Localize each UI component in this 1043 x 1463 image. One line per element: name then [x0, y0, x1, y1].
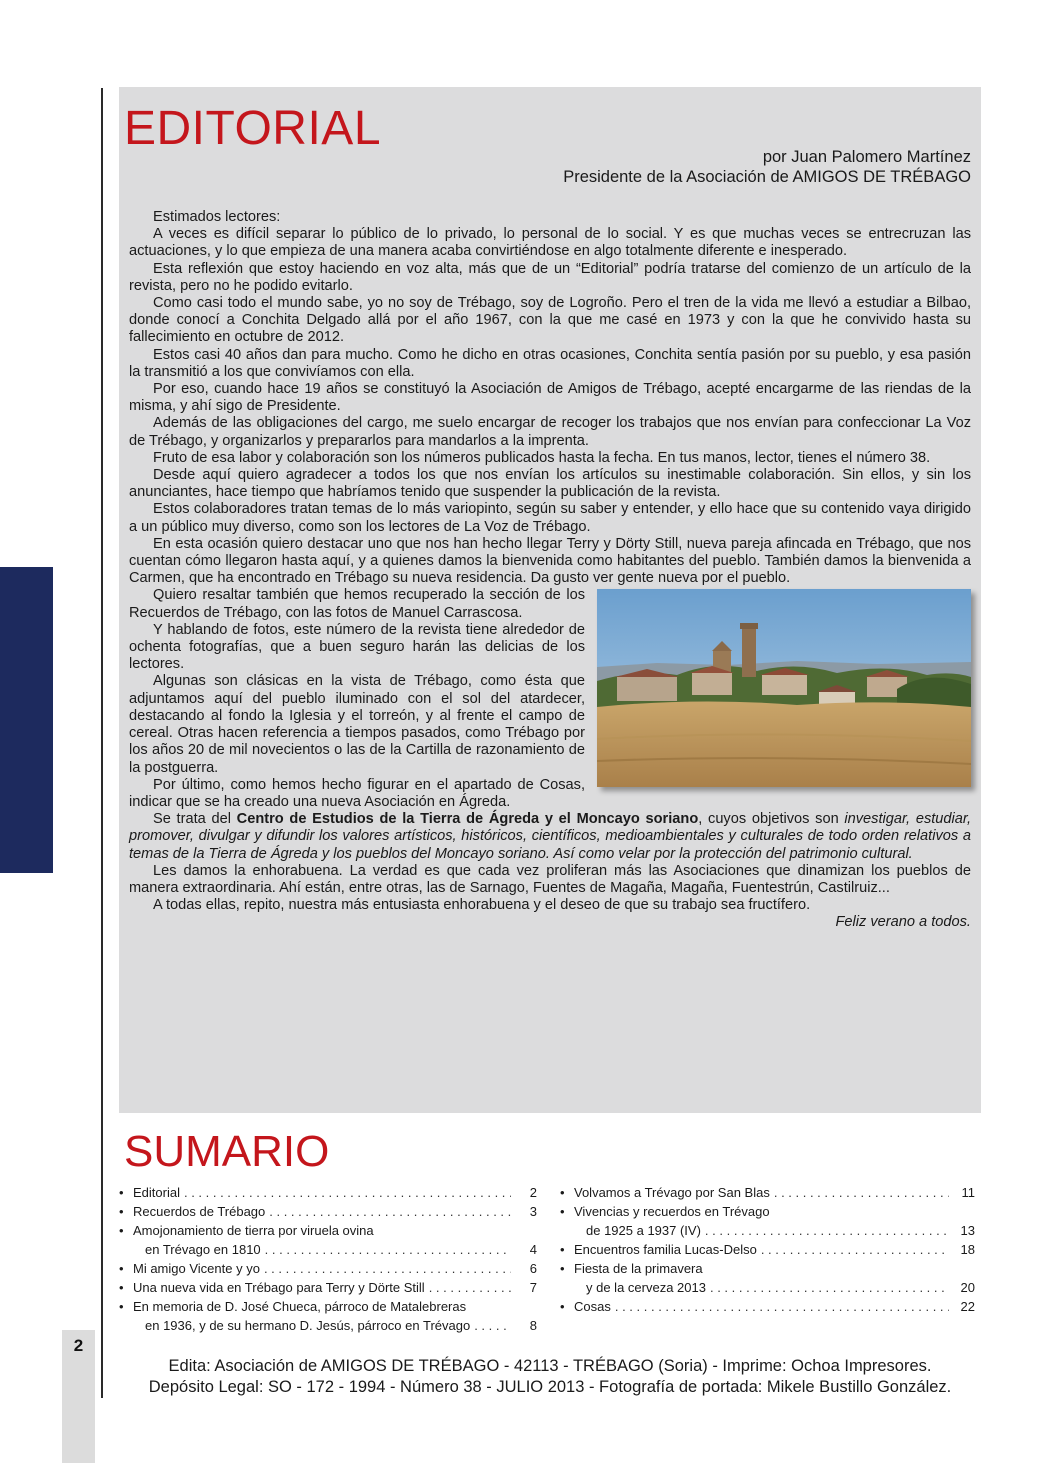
toc-item-title: Recuerdos de Trébago	[133, 1204, 266, 1219]
center-lead: Se trata del	[153, 811, 237, 828]
paragraph: Quiero resaltar también que hemos recuperado la sección de los Recuerdos de Trébago, con las fotos de Manuel Carrascosa.	[129, 587, 585, 621]
toc-item-title: Vivencias y recuerdos en Trévago	[574, 1204, 770, 1219]
toc-item-page: 2	[529, 1185, 537, 1200]
bullet: •	[560, 1185, 565, 1200]
leader-dots	[264, 1259, 511, 1278]
author: por Juan Palomero Martínez	[762, 148, 971, 166]
bullet: •	[560, 1299, 565, 1314]
leader-dots	[710, 1278, 949, 1297]
credits-line-2: Depósito Legal: SO - 172 - 1994 - Número 38 - JULIO 2013 - Fotografía de portada: Mikele Bustillo González.	[148, 1378, 952, 1396]
leader-dots	[184, 1183, 511, 1202]
paragraph: A todas ellas, repito, nuestra más entusiasta enhorabuena y el deseo de que su trabajo sea fructífero.	[153, 897, 811, 914]
center-name: Centro de Estudios de la Tierra de Ágreda y el Moncayo soriano	[236, 811, 699, 828]
toc-left-column	[119, 1183, 537, 1335]
signoff: Feliz verano a todos.	[835, 914, 971, 931]
toc-item-title: En memoria de D. José Chueca, párroco de Matalebreras	[133, 1299, 467, 1314]
center-paragraph	[129, 811, 971, 863]
toc-item-title: Fiesta de la primavera	[574, 1261, 703, 1276]
toc-item-page: 3	[529, 1204, 537, 1219]
toc-item-title: Editorial	[133, 1185, 180, 1200]
author-role: Presidente de la Asociación de AMIGOS DE TRÉBAGO	[563, 168, 971, 186]
toc-item-title: de 1925 a 1937 (IV)	[586, 1223, 701, 1238]
leader-dots	[269, 1202, 511, 1221]
editorial-body	[129, 209, 971, 932]
leader-dots	[615, 1297, 949, 1316]
leader-dots	[429, 1278, 511, 1297]
editorial-panel	[119, 87, 981, 1113]
publication-credits	[110, 1356, 990, 1398]
bullet: •	[119, 1261, 124, 1276]
toc-item[interactable]	[560, 1202, 975, 1221]
paragraph: Además de las obligaciones del cargo, me suelo encargar de recoger los trabajos que nos envían para confeccionar La Voz de Trébago, y organizarlos y prepararlos para mandarlos a la imprenta.	[129, 415, 971, 449]
paragraph: Desde aquí quiero agradecer a todos los que nos envían los artículos su inestimable colaboración. Sin ellos, y sin los anunciantes, hace tiempo que habríamos tenido que suspender la publicación de la revista.	[129, 467, 971, 501]
byline	[563, 147, 971, 187]
bullet: •	[560, 1204, 565, 1219]
bullet: •	[560, 1261, 565, 1276]
toc-item-continued[interactable]	[119, 1316, 537, 1335]
center-mid: , cuyos objetivos son	[698, 811, 845, 828]
salutation: Estimados lectores:	[153, 209, 281, 225]
paragraph: Fruto de esa labor y colaboración son los números publicados hasta la fecha. En tus manos, lector, tienes el número 38.	[153, 449, 931, 466]
paragraph: Esta reflexión que estoy haciendo en voz alta, más que de un “Editorial” podría tratarse del comienzo de un artículo de la revista, pero no he podido evitarlo.	[129, 260, 971, 294]
village-photo	[597, 589, 971, 787]
paragraph: En esta ocasión quiero destacar uno que nos han hecho llegar Terry y Dörty Still, nueva pareja afincada en Trébago, que nos cuentan cómo llegaron hasta aquí, y a quienes damos la bienvenida como habitantes del pueblo. También damos la bienvenida a Carmen, que ha encontrado en Trébago su nueva residencia. Da gusto ver gente nueva por el pueblo.	[129, 535, 971, 587]
toc-item-title: en 1936, y de su hermano D. Jesús, párroco en Trévago	[145, 1318, 471, 1333]
toc-item[interactable]	[119, 1278, 537, 1297]
toc-item[interactable]	[119, 1221, 537, 1240]
toc-item-title: Amojonamiento de tierra por viruela ovina	[133, 1223, 374, 1238]
toc-item-page: 11	[961, 1185, 975, 1200]
toc-item-title: Cosas	[574, 1299, 611, 1314]
paragraph: Les damos la enhorabuena. La verdad es que cada vez proliferan más las Asociaciones que dinamizan los pueblos de manera extraordinaria. Ahí están, entre otras, las de Sarnago, Fuentes de Magaña, Magaña, Fuentestrún, Castilruiz...	[129, 862, 971, 896]
paragraph: Y hablando de fotos, este número de la revista tiene alrededor de ochenta fotografías, que a buen seguro harán las delicias de los lectores.	[129, 621, 585, 673]
toc-item-page: 22	[960, 1299, 975, 1314]
toc-item-page: 8	[529, 1318, 537, 1333]
credits-line-1: Edita: Asociación de AMIGOS DE TRÉBAGO - 42113 - TRÉBAGO (Soria) - Imprime: Ochoa Impresores.	[168, 1357, 932, 1375]
paragraph: Algunas son clásicas en la vista de Trébago, como ésta que adjuntamos aquí del pueblo iluminado con el sol del atardecer, destacando al fondo la Iglesia y el torreón, y al frente el campo de cereal. Otras hacen referencia a tiempos pasados, como Trébago por los años 20 de mil novecientos o las de la Cartilla de razonamiento de la postguerra.	[129, 673, 585, 776]
toc-item-page: 18	[960, 1242, 975, 1257]
leader-dots	[705, 1221, 949, 1240]
toc-item-title: Encuentros familia Lucas-Delso	[574, 1242, 757, 1257]
bullet: •	[119, 1185, 124, 1200]
paragraph: Estos colaboradores tratan temas de lo más variopinto, según su saber y entender, y ello hace que su contenido vaya dirigido a un público muy diverso, como son los lectores de La Voz de Trébago.	[129, 501, 971, 535]
vertical-rule	[101, 88, 103, 1398]
paragraph: Por eso, cuando hace 19 años se constituyó la Asociación de Amigos de Trébago, acepté encargarme de las riendas de la misma, y ahí sigo de Presidente.	[129, 381, 971, 415]
bullet: •	[119, 1204, 124, 1219]
toc-item[interactable]	[560, 1259, 975, 1278]
toc-item-continued[interactable]	[119, 1240, 537, 1259]
toc-item[interactable]	[119, 1297, 537, 1316]
toc-item[interactable]	[119, 1259, 537, 1278]
toc-item-title: Mi amigo Vicente y yo	[133, 1261, 260, 1276]
toc-item[interactable]	[119, 1202, 537, 1221]
page-number: 2	[73, 1336, 84, 1355]
toc-item[interactable]	[560, 1240, 975, 1259]
bullet: •	[119, 1280, 124, 1295]
editorial-title: EDITORIAL	[124, 102, 382, 155]
toc-item-title: Volvamos a Trévago por San Blas	[574, 1185, 770, 1200]
leader-dots	[774, 1183, 949, 1202]
toc-item[interactable]	[560, 1183, 975, 1202]
paragraph: Estos casi 40 años dan para mucho. Como he dicho en otras ocasiones, Conchita sentía pasión por su pueblo, y esa pasión la transmitió a los que convivíamos con ella.	[129, 346, 971, 380]
paragraph: A veces es difícil separar lo público de lo privado, lo personal de lo social. Y es que muchas veces se entrecruzan las actuaciones, y lo que empieza de una manera acaba convirtiéndose en algo totalmente diferente e inesperado.	[129, 226, 971, 260]
toc-item-page: 4	[529, 1242, 537, 1257]
bullet: •	[119, 1223, 124, 1238]
toc-item-title: y de la cerveza 2013	[586, 1280, 706, 1295]
side-color-tab	[0, 567, 53, 873]
bullet: •	[119, 1299, 124, 1314]
center-aims: investigar, estudiar, promover, divulgar y difundir los valores artísticos, históricos, científicos, medioambientales y culturales de todo orden relativos a temas de la Tierra de Ágreda y los pueblos del Moncayo soriano. Así como velar por la protección del patrimonio cultural.	[129, 811, 971, 862]
bullet: •	[560, 1242, 565, 1257]
paragraph: Por último, como hemos hecho figurar en el apartado de Cosas, indicar que se ha creado una nueva Asociación en Ágreda.	[129, 776, 585, 810]
toc-item-title: Una nueva vida en Trébago para Terry y Dörte Still	[133, 1280, 425, 1295]
toc-item-page: 7	[529, 1280, 537, 1295]
paragraph: Como casi todo el mundo sabe, yo no soy de Trébago, soy de Logroño. Pero el tren de la vida me llevó a estudiar a Bilbao, donde conocí a Conchita Delgado allá por el año 1967, con la que me casé en 1973 y con la que he convivido hasta su fallecimiento en octubre de 2012.	[129, 295, 971, 346]
toc-item[interactable]	[560, 1297, 975, 1316]
toc-item-page: 13	[960, 1223, 975, 1238]
leader-dots	[761, 1240, 949, 1259]
toc-item-title: en Trévago en 1810	[145, 1242, 261, 1257]
toc-item-continued[interactable]	[560, 1221, 975, 1240]
toc-item-page: 6	[529, 1261, 537, 1276]
sumario-title: SUMARIO	[124, 1127, 330, 1176]
leader-dots	[265, 1240, 511, 1259]
leader-dots	[474, 1316, 511, 1335]
toc-item-continued[interactable]	[560, 1278, 975, 1297]
toc-item-page: 20	[960, 1280, 975, 1295]
toc-right-column	[560, 1183, 975, 1316]
toc-item[interactable]	[119, 1183, 537, 1202]
